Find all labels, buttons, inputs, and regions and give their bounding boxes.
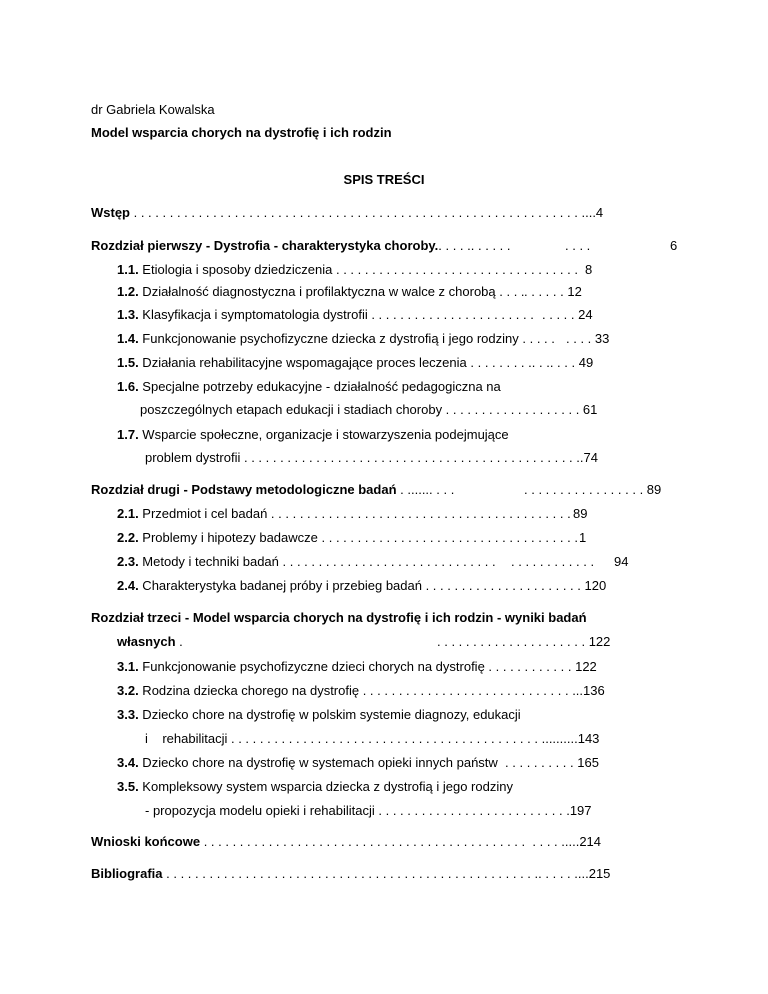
section-text: Rodzina dziecka chorego na dystrofię . . . . . . . . . . . . . . . . . . . . . . . . . . . . . ...136 bbox=[138, 683, 605, 698]
section-text: Kompleksowy system wsparcia dziecka z dystrofią i jego rodziny bbox=[138, 779, 513, 794]
toc-entry-page: . . . . . . . . . . . . . . . . . . . . . 122 bbox=[437, 634, 611, 649]
section-number: 3.1. bbox=[117, 659, 139, 674]
section-number: 3.5. bbox=[117, 779, 139, 794]
toc-heading: SPIS TREŚCI bbox=[343, 172, 425, 187]
toc-entry-1-5 bbox=[117, 355, 593, 371]
section-number: 1.2. bbox=[117, 284, 139, 299]
toc-entry-page: 8 bbox=[585, 262, 593, 277]
toc-entry-label: Wstęp bbox=[91, 205, 130, 220]
toc-entry-3-1 bbox=[117, 659, 597, 675]
toc-entry-3-4 bbox=[117, 755, 599, 771]
toc-entry-page: 94 bbox=[614, 554, 629, 569]
toc-entry-1-1 bbox=[117, 262, 578, 278]
section-number: 2.3. bbox=[117, 554, 139, 569]
section-text: Klasyfikacja i symptomatologia dystrofii . . . . . . . . . . . . . . . . . . . . . . . bbox=[138, 307, 534, 322]
toc-entry-dots: . . . . . . . . . . . . . . . . . . . . . . . . . . . . . . . . . . . . . . . . . . . . . . . . . . . .. . . . . ....215 bbox=[162, 866, 611, 881]
toc-entry-continuation: problem dystrofii . . . . . . . . . . . . . . . . . . . . . . . . . . . . . . . . . . . . . . . . . . . . . . ..74 bbox=[145, 450, 598, 465]
toc-entry-3-2 bbox=[117, 683, 605, 699]
section-text: Funkcjonowanie psychofizyczne dzieci chorych na dystrofię . . . . . . . . . . . . 122 bbox=[138, 659, 597, 674]
toc-entry-page: . . . . . . 12 bbox=[524, 284, 582, 299]
toc-entry-2-3 bbox=[117, 554, 496, 570]
section-text: Charakterystyka badanej próby i przebieg badań . . . . . . . . . . . . . . . . . . . . . . 120 bbox=[138, 578, 607, 593]
toc-entry-page: 6 bbox=[670, 238, 678, 253]
toc-entry-dots: . . . . .. . . . . . bbox=[438, 238, 511, 253]
toc-entry-chapter-1 bbox=[91, 238, 511, 254]
toc-entry-chapter-3-continuation bbox=[117, 634, 183, 650]
toc-entry-continuation: i rehabilitacji . . . . . . . . . . . . . . . . . . . . . . . . . . . . . . . . . . . . . . . . . . . ..........143 bbox=[145, 731, 600, 746]
toc-entry-1-7 bbox=[117, 427, 509, 443]
section-text: Działania rehabilitacyjne wspomagające proces leczenia . . . . . . . . .. . .. . . . 49 bbox=[138, 355, 594, 370]
toc-entry-page: . . . . . 24 bbox=[542, 307, 593, 322]
section-text: Problemy i hipotezy badawcze . . . . . . . . . . . . . . . . . . . . . . . . . . . . . . . . . . . . bbox=[138, 530, 578, 545]
section-text: Specjalne potrzeby edukacyjne - działalność pedagogiczna na bbox=[138, 379, 501, 394]
toc-entry-2-1 bbox=[117, 506, 571, 522]
section-number: 1.1. bbox=[117, 262, 139, 277]
section-number: 1.4. bbox=[117, 331, 139, 346]
toc-entry-bibliografia bbox=[91, 866, 610, 882]
toc-entry-3-5 bbox=[117, 779, 513, 795]
toc-entry-1-3 bbox=[117, 307, 534, 323]
toc-entry-continuation: poszczególnych etapach edukacji i stadiach choroby . . . . . . . . . . . . . . . . . . . 61 bbox=[140, 402, 598, 417]
toc-entry-dots: . . . . . . . . . . . . bbox=[511, 554, 595, 569]
toc-entry-continuation: - propozycja modelu opieki i rehabilitacji . . . . . . . . . . . . . . . . . . . . . . . . . . .197 bbox=[145, 803, 592, 818]
toc-entry-chapter-2 bbox=[91, 482, 454, 498]
section-text: Wsparcie społeczne, organizacje i stowarzyszenia podejmujące bbox=[138, 427, 509, 442]
toc-entry-wnioski bbox=[91, 834, 601, 850]
section-number: 3.4. bbox=[117, 755, 139, 770]
section-number: 2.2. bbox=[117, 530, 139, 545]
section-number: 2.4. bbox=[117, 578, 139, 593]
toc-entry-label: Rozdział pierwszy - Dystrofia - charakterystyka choroby. bbox=[91, 238, 439, 253]
section-text: Etiologia i sposoby dziedziczenia . . . . . . . . . . . . . . . . . . . . . . . . . . . . . . . . . . bbox=[138, 262, 578, 277]
toc-entry-dots: . . . . . . . . . . . . . . . . . . . . . . . . . . . . . . . . . . . . . . . . . . . . . . . . . . . . . . . . . . . . . . ....4 bbox=[130, 205, 604, 220]
section-number: 2.1. bbox=[117, 506, 139, 521]
toc-entry-1-4 bbox=[117, 331, 555, 347]
section-number: 1.7. bbox=[117, 427, 139, 442]
section-text: Metody i techniki badań . . . . . . . . . . . . . . . . . . . . . . . . . . . . . . bbox=[138, 554, 496, 569]
toc-entry-dots: . . . . . . . . . . . . . . . . . . . . . . . . . . . . . . . . . . . . . . . . . . . . . . . . . .....214 bbox=[200, 834, 602, 849]
toc-entry-1-2 bbox=[117, 284, 525, 300]
section-text: Dziecko chore na dystrofię w systemach opieki innych państw . . . . . . . . . . 165 bbox=[138, 755, 599, 770]
toc-entry-dots: . . . . bbox=[565, 238, 591, 253]
toc-entry-dots: . ....... . . . bbox=[396, 482, 455, 497]
toc-entry-label: Wnioski końcowe bbox=[91, 834, 201, 849]
toc-entry-chapter-3: Rozdział trzeci - Model wsparcia chorych na dystrofię i ich rodzin - wyniki badań bbox=[91, 610, 587, 625]
document-title: Model wsparcia chorych na dystrofię i ich rodzin bbox=[91, 125, 392, 140]
toc-entry-label: Rozdział drugi - Podstawy metodologiczne badań bbox=[91, 482, 397, 497]
toc-entry-dots: . bbox=[175, 634, 183, 649]
toc-entry-label: własnych bbox=[117, 634, 176, 649]
toc-entry-page: . . . . . . . . . . . . . . . . . 89 bbox=[524, 482, 662, 497]
section-number: 3.3. bbox=[117, 707, 139, 722]
toc-entry-3-3 bbox=[117, 707, 521, 723]
toc-entry-2-2 bbox=[117, 530, 578, 546]
section-text: Funkcjonowanie psychofizyczne dziecka z dystrofią i jego rodziny . . . . . bbox=[138, 331, 555, 346]
section-text: Działalność diagnostyczna i profilaktyczna w walce z chorobą . . . . bbox=[138, 284, 525, 299]
toc-entry-wstep bbox=[91, 205, 603, 221]
toc-entry-page: . . . . 33 bbox=[566, 331, 610, 346]
section-number: 1.3. bbox=[117, 307, 139, 322]
toc-entry-1-6 bbox=[117, 379, 501, 395]
section-number: 3.2. bbox=[117, 683, 139, 698]
toc-entry-2-4 bbox=[117, 578, 606, 594]
toc-entry-page: 1 bbox=[579, 530, 587, 545]
author-name: dr Gabriela Kowalska bbox=[91, 102, 215, 117]
toc-entry-label: Bibliografia bbox=[91, 866, 163, 881]
section-number: 1.6. bbox=[117, 379, 139, 394]
toc-entry-page: 89 bbox=[573, 506, 588, 521]
section-text: Dziecko chore na dystrofię w polskim systemie diagnozy, edukacji bbox=[138, 707, 521, 722]
section-text: Przedmiot i cel badań . . . . . . . . . . . . . . . . . . . . . . . . . . . . . . . . . . . . . . . . . . bbox=[138, 506, 571, 521]
section-number: 1.5. bbox=[117, 355, 139, 370]
